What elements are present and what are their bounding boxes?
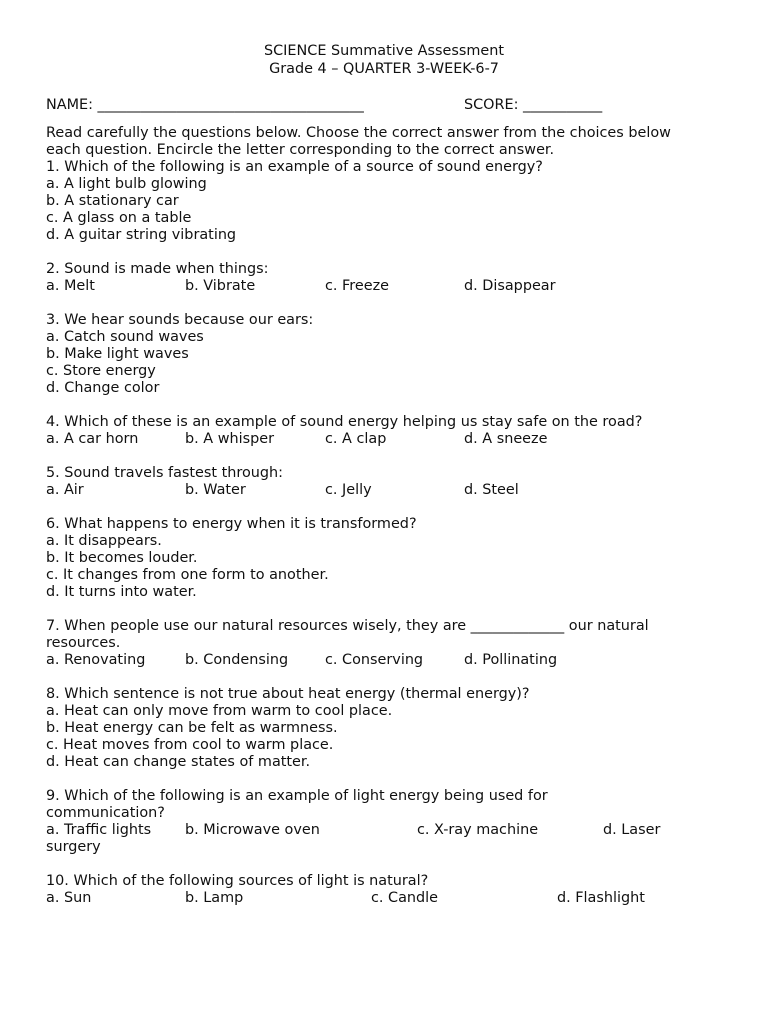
answer-option: c. Conserving <box>325 652 424 668</box>
answer-option: b. A whisper <box>185 431 274 447</box>
answer-option: c. A glass on a table <box>46 210 192 226</box>
question-stem: 5. Sound travels fastest through: <box>46 465 283 481</box>
document-header <box>0 43 768 78</box>
answer-option: b. Make light waves <box>46 346 189 362</box>
answer-option: c. Store energy <box>46 363 156 379</box>
answer-option: c. It changes from one form to another. <box>46 567 329 583</box>
answer-option: c. X-ray machine <box>417 822 539 838</box>
score-field: SCORE: ___________ <box>464 97 603 113</box>
answer-option: d. Steel <box>464 482 519 498</box>
answer-option: a. Traffic lights <box>46 822 152 838</box>
questions-body <box>46 125 716 907</box>
question-stem: 6. What happens to energy when it is transformed? <box>46 516 417 532</box>
answer-option: c. Jelly <box>325 482 372 498</box>
answer-option: d. It turns into water. <box>46 584 197 600</box>
question-6 <box>46 516 716 601</box>
document-title: SCIENCE Summative Assessment <box>263 43 505 59</box>
question-10 <box>46 873 716 907</box>
instructions: Read carefully the questions below. Choose the correct answer from the choices below each question. Encircle the letter corresponding to the correct answer. <box>46 125 671 158</box>
answer-option: c. Candle <box>371 890 439 906</box>
answer-option: a. A car horn <box>46 431 139 447</box>
answer-option: d. Flashlight <box>557 890 645 906</box>
question-stem: 8. Which sentence is not true about heat energy (thermal energy)? <box>46 686 530 702</box>
answer-option: c. Heat moves from cool to warm place. <box>46 737 334 753</box>
answer-option: a. It disappears. <box>46 533 162 549</box>
question-3 <box>46 312 716 397</box>
answer-option: a. Renovating <box>46 652 146 668</box>
answer-option: b. Vibrate <box>185 278 256 294</box>
question-stem: 4. Which of these is an example of sound energy helping us stay safe on the road? <box>46 414 643 430</box>
question-9 <box>46 788 716 856</box>
answer-option: c. A clap <box>325 431 387 447</box>
answer-option: d. Heat can change states of matter. <box>46 754 311 770</box>
name-field: NAME: _____________________________________ <box>46 97 364 113</box>
answer-option: b. Lamp <box>185 890 244 906</box>
answer-option: b. It becomes louder. <box>46 550 198 566</box>
question-stem: 9. Which of the following is an example of light energy being used for communication? <box>46 788 548 821</box>
question-stem: 7. When people use our natural resources wisely, they are _____________ our natural resources. <box>46 618 649 651</box>
question-2 <box>46 261 716 295</box>
answer-option: b. Condensing <box>185 652 289 668</box>
answer-option: d. A guitar string vibrating <box>46 227 237 243</box>
answer-option: d. Change color <box>46 380 160 396</box>
question-stem: 2. Sound is made when things: <box>46 261 269 277</box>
question-stem: 3. We hear sounds because our ears: <box>46 312 314 328</box>
answer-option: a. A light bulb glowing <box>46 176 207 192</box>
question-4 <box>46 414 716 448</box>
question-8 <box>46 686 716 771</box>
answer-option: a. Catch sound waves <box>46 329 204 345</box>
answer-option: b. A stationary car <box>46 193 179 209</box>
answer-option: d. A sneeze <box>464 431 548 447</box>
question-stem: 10. Which of the following sources of light is natural? <box>46 873 429 889</box>
document-subtitle: Grade 4 – QUARTER 3-WEEK-6-7 <box>269 60 499 77</box>
answer-option: a. Sun <box>46 890 92 906</box>
answer-option-first-line: d. Laser <box>603 822 661 838</box>
question-1 <box>46 159 716 244</box>
question-5 <box>46 465 716 499</box>
answer-option: c. Freeze <box>325 278 390 294</box>
answer-option: d. Pollinating <box>464 652 558 668</box>
question-stem: 1. Which of the following is an example of a source of sound energy? <box>46 159 543 175</box>
answer-option: b. Water <box>185 482 246 498</box>
answer-option: d. Disappear <box>464 278 556 294</box>
answer-option-continued: surgery <box>46 839 101 855</box>
answer-option: b. Heat energy can be felt as warmness. <box>46 720 338 736</box>
question-7 <box>46 618 716 669</box>
answer-option: b. Microwave oven <box>185 822 320 838</box>
answer-option: a. Air <box>46 482 84 498</box>
answer-option: a. Heat can only move from warm to cool place. <box>46 703 393 719</box>
answer-option: a. Melt <box>46 278 95 294</box>
